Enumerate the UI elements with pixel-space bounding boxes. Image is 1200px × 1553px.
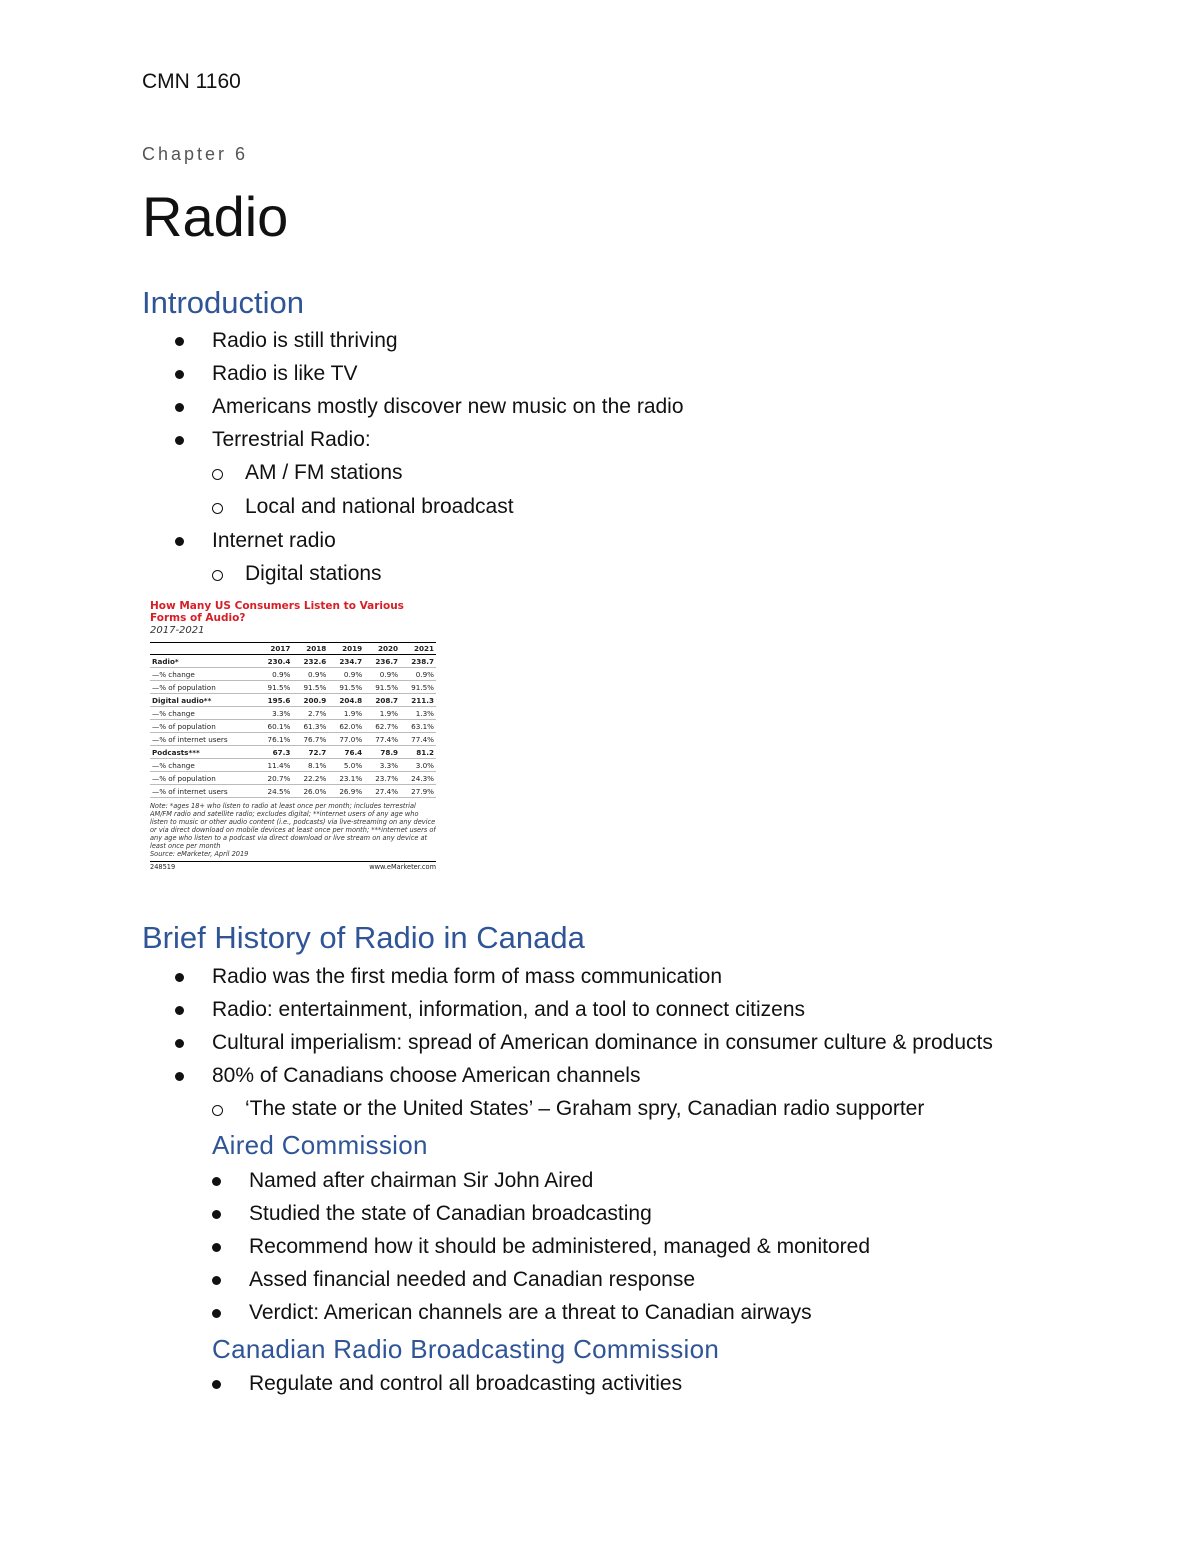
table-cell: 81.2 [400, 746, 436, 759]
list-item: Assed financial needed and Canadian response [212, 1263, 1172, 1296]
bullet-icon [175, 1072, 184, 1081]
table-row [150, 746, 436, 759]
table-cell: 238.7 [400, 655, 436, 668]
list-item: Radio is still thriving [175, 324, 1175, 357]
table-row-label: —% of population [150, 772, 257, 785]
table-header-row [150, 643, 436, 655]
table-header-year: 2019 [328, 643, 364, 655]
course-code: CMN 1160 [142, 70, 241, 93]
table-cell: 72.7 [292, 746, 328, 759]
table-row [150, 733, 436, 746]
bullet-icon [212, 1380, 221, 1389]
heading-introduction: Introduction [142, 285, 304, 320]
table-header-year: 2021 [400, 643, 436, 655]
table-cell: 76.1% [257, 733, 293, 746]
table-cell: 67.3 [257, 746, 293, 759]
table-row [150, 655, 436, 668]
table-cell: 91.5% [292, 681, 328, 694]
table-cell: 0.9% [364, 668, 400, 681]
sub-list-item: Local and national broadcast [138, 490, 1175, 524]
table-cell: 77.4% [364, 733, 400, 746]
table-cell: 60.1% [257, 720, 293, 733]
table-cell: 91.5% [328, 681, 364, 694]
table-header-year: 2017 [257, 643, 293, 655]
table-cell: 20.7% [257, 772, 293, 785]
table-row [150, 668, 436, 681]
table-cell: 0.9% [400, 668, 436, 681]
table-cell: 78.9 [364, 746, 400, 759]
hollow-bullet-icon [212, 1105, 223, 1116]
hollow-bullet-icon [212, 503, 223, 514]
intro-list [175, 324, 1175, 591]
hollow-bullet-icon [212, 570, 223, 581]
table-image-code: 248519 [150, 863, 176, 871]
table-cell: 1.9% [328, 707, 364, 720]
table-cell: 91.5% [364, 681, 400, 694]
table-row-label: Digital audio** [150, 694, 257, 707]
sub-list-item: AM / FM stations [138, 456, 1175, 490]
table-cell: 230.4 [257, 655, 293, 668]
table-cell: 23.1% [328, 772, 364, 785]
table-cell: 77.0% [328, 733, 364, 746]
table-cell: 27.9% [400, 785, 436, 798]
table-cell: 22.2% [292, 772, 328, 785]
table-cell: 77.4% [400, 733, 436, 746]
bullet-icon [175, 337, 184, 346]
table-body [150, 655, 436, 798]
bullet-icon [175, 973, 184, 982]
table-cell: 26.9% [328, 785, 364, 798]
sub-list-item: Digital stations [138, 557, 1175, 591]
table-image-subtitle: 2017-2021 [150, 625, 205, 636]
table-cell: 24.3% [400, 772, 436, 785]
table-cell: 62.0% [328, 720, 364, 733]
table-cell: 5.0% [328, 759, 364, 772]
list-item: Verdict: American channels are a threat to Canadian airways [212, 1296, 1172, 1329]
table-image-title: How Many US Consumers Listen to Various Forms of Audio? [150, 600, 404, 624]
list-item: Radio is like TV [175, 357, 1175, 390]
table-row [150, 694, 436, 707]
table-cell: 0.9% [328, 668, 364, 681]
list-item: Internet radio [175, 524, 1175, 557]
table-cell: 0.9% [292, 668, 328, 681]
list-item: Americans mostly discover new music on the radio [175, 390, 1175, 423]
list-item: Recommend how it should be administered, managed & monitored [212, 1230, 1172, 1263]
heading-crbc: Canadian Radio Broadcasting Commission [212, 1334, 720, 1364]
table-row [150, 720, 436, 733]
table-row [150, 707, 436, 720]
bullet-icon [175, 370, 184, 379]
audio-listeners-table [150, 642, 436, 798]
bullet-icon [175, 1006, 184, 1015]
heading-brief-history: Brief History of Radio in Canada [142, 920, 585, 955]
bullet-icon [212, 1210, 221, 1219]
sub-list-item: ‘The state or the United States’ – Graham spry, Canadian radio supporter [138, 1092, 1175, 1126]
table-cell: 23.7% [364, 772, 400, 785]
table-cell: 3.0% [400, 759, 436, 772]
list-item: Cultural imperialism: spread of American dominance in consumer culture & products [175, 1026, 1175, 1059]
bullet-icon [212, 1276, 221, 1285]
heading-aired-commission: Aired Commission [212, 1130, 428, 1160]
table-cell: 3.3% [364, 759, 400, 772]
table-row [150, 681, 436, 694]
table-cell: 204.8 [328, 694, 364, 707]
table-cell: 1.3% [400, 707, 436, 720]
table-cell: 11.4% [257, 759, 293, 772]
table-cell: 91.5% [257, 681, 293, 694]
table-header-year: 2018 [292, 643, 328, 655]
table-row [150, 759, 436, 772]
list-item: Terrestrial Radio: [175, 423, 1175, 456]
list-item: Regulate and control all broadcasting activities [212, 1367, 1172, 1400]
bullet-icon [175, 403, 184, 412]
table-header-year: 2020 [364, 643, 400, 655]
table-cell: 76.4 [328, 746, 364, 759]
table-row-label: —% of internet users [150, 733, 257, 746]
list-item: 80% of Canadians choose American channels [175, 1059, 1175, 1092]
list-item: Named after chairman Sir John Aired [212, 1164, 1172, 1197]
table-cell: 1.9% [364, 707, 400, 720]
table-cell: 236.7 [364, 655, 400, 668]
list-item: Radio was the first media form of mass communication [175, 960, 1175, 993]
bullet-icon [212, 1177, 221, 1186]
table-row [150, 772, 436, 785]
page-title: Radio [142, 185, 289, 248]
audio-listeners-table-image [150, 600, 436, 888]
bullet-icon [175, 436, 184, 445]
table-cell: 8.1% [292, 759, 328, 772]
table-cell: 3.3% [257, 707, 293, 720]
table-cell: 211.3 [400, 694, 436, 707]
crbc-list [212, 1367, 1172, 1400]
table-cell: 208.7 [364, 694, 400, 707]
hollow-bullet-icon [212, 469, 223, 480]
table-row-label: —% change [150, 759, 257, 772]
bullet-icon [212, 1243, 221, 1252]
list-item: Studied the state of Canadian broadcasting [212, 1197, 1172, 1230]
table-cell: 27.4% [364, 785, 400, 798]
bullet-icon [175, 1039, 184, 1048]
table-row-label: Podcasts*** [150, 746, 257, 759]
table-image-footer [150, 861, 436, 871]
table-cell: 63.1% [400, 720, 436, 733]
table-row-label: —% change [150, 668, 257, 681]
table-header-blank [150, 643, 257, 655]
table-cell: 61.3% [292, 720, 328, 733]
table-row-label: —% of internet users [150, 785, 257, 798]
table-row-label: —% of population [150, 681, 257, 694]
chapter-label: Chapter 6 [142, 144, 249, 164]
table-image-note: Note: *ages 18+ who listen to radio at least once per month; includes terrestrial AM/FM radio and satellite radio; excludes digital; **internet users of any age who listen to music or other audio content (i.e., podcasts) via live-streaming on any device or via direct download on mobile devices at least once per month; ***internet users of any age who listen to a podcast via direct download or live stream on any device at least once per month [150, 802, 436, 850]
table-cell: 195.6 [257, 694, 293, 707]
table-row [150, 785, 436, 798]
table-cell: 234.7 [328, 655, 364, 668]
table-image-site: www.eMarketer.com [369, 863, 436, 871]
table-row-label: Radio* [150, 655, 257, 668]
table-cell: 91.5% [400, 681, 436, 694]
table-image-source: Source: eMarketer, April 2019 [150, 850, 249, 858]
aired-list [212, 1164, 1172, 1329]
list-item: Radio: entertainment, information, and a tool to connect citizens [175, 993, 1175, 1026]
table-cell: 76.7% [292, 733, 328, 746]
table-cell: 200.9 [292, 694, 328, 707]
table-row-label: —% change [150, 707, 257, 720]
table-cell: 62.7% [364, 720, 400, 733]
table-cell: 0.9% [257, 668, 293, 681]
table-cell: 24.5% [257, 785, 293, 798]
table-cell: 232.6 [292, 655, 328, 668]
table-cell: 26.0% [292, 785, 328, 798]
table-cell: 2.7% [292, 707, 328, 720]
table-row-label: —% of population [150, 720, 257, 733]
bullet-icon [212, 1309, 221, 1318]
bullet-icon [175, 537, 184, 546]
history-list [175, 960, 1175, 1126]
